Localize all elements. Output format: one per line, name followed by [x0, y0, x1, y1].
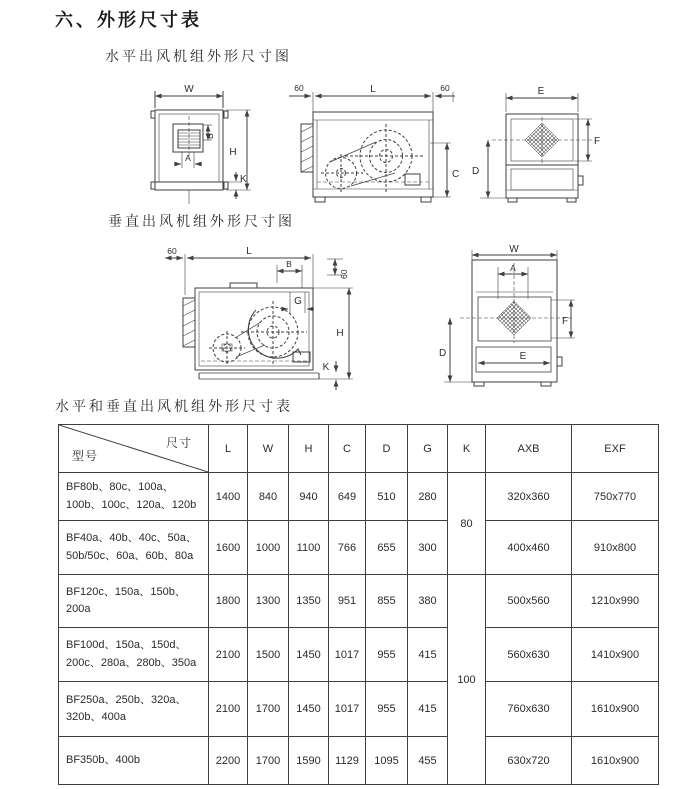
table-row: [59, 473, 659, 521]
inlet-flange-hatch: [183, 298, 195, 347]
h-cell: 1450: [289, 682, 329, 737]
inlet-opening: [173, 124, 203, 152]
dim-label-60-right: 60: [440, 83, 450, 93]
dim-label-k: K: [322, 362, 330, 373]
column-header-w: W: [248, 425, 289, 473]
dim-label-h: H: [229, 147, 237, 158]
page-title: 六、外形尺寸表: [55, 10, 202, 30]
h-cell: 1350: [289, 575, 329, 628]
inlet-flange-hatch: [301, 124, 313, 172]
horizontal-side-view-drawing: [283, 80, 463, 210]
motor-pulley: [209, 331, 245, 365]
table-corner-cell: [59, 425, 209, 473]
dim-label-d: D: [439, 348, 447, 359]
c-cell: 1129: [329, 737, 366, 785]
w-cell: 1300: [248, 575, 289, 628]
column-header-k: K: [448, 425, 486, 473]
table-row: [59, 628, 659, 682]
axb-cell: 400x460: [486, 521, 572, 575]
table-row: [59, 575, 659, 628]
table-header-row: [59, 425, 659, 473]
table-row: [59, 521, 659, 575]
h-cell: 1100: [289, 521, 329, 575]
l-cell: 2200: [209, 737, 248, 785]
dimension-table: [58, 424, 659, 785]
k-merged-cell: 100: [448, 575, 486, 785]
vertical-section-title: 垂直出风机组外形尺寸图: [108, 213, 295, 229]
h-cell: 940: [289, 473, 329, 521]
w-cell: 1700: [248, 682, 289, 737]
exf-cell: 1610x900: [572, 737, 659, 785]
dim-label-e: E: [519, 351, 527, 362]
w-cell: 840: [248, 473, 289, 521]
table-title: 水平和垂直出风机组外形尺寸表: [55, 398, 293, 414]
axb-cell: 320x360: [486, 473, 572, 521]
dim-label-k: K: [240, 174, 247, 185]
vertical-side-view-drawing: [115, 243, 365, 393]
horizontal-section-title: 水平出风机组外形尺寸图: [105, 48, 292, 64]
column-header-h: H: [289, 425, 329, 473]
d-cell: 1095: [366, 737, 408, 785]
l-cell: 2100: [209, 682, 248, 737]
dim-label-d: D: [472, 166, 480, 177]
exf-cell: 1410x900: [572, 628, 659, 682]
column-header-axb: AXB: [486, 425, 572, 473]
g-cell: 300: [408, 521, 448, 575]
d-cell: 655: [366, 521, 408, 575]
dim-label-b: B: [286, 259, 292, 269]
model-cell: BF250a、250b、320a、320b、400a: [59, 682, 209, 737]
k-merged-cell: 80: [448, 473, 486, 575]
c-cell: 951: [329, 575, 366, 628]
exf-cell: 910x800: [572, 521, 659, 575]
corner-label-size: 尺寸: [165, 436, 192, 450]
w-cell: 1500: [248, 628, 289, 682]
model-cell: BF100d、150a、150d、200c、280a、280b、350a: [59, 628, 209, 682]
column-header-g: G: [408, 425, 448, 473]
table-row: [59, 737, 659, 785]
dim-label-f: F: [594, 136, 601, 147]
dim-label-b: B: [205, 133, 215, 139]
vertical-front-view-drawing: [438, 243, 598, 393]
d-cell: 955: [366, 682, 408, 737]
column-header-d: D: [366, 425, 408, 473]
g-cell: 380: [408, 575, 448, 628]
dim-label-60-left: 60: [294, 83, 304, 93]
table-row: [59, 682, 659, 737]
dim-label-w: W: [184, 84, 194, 95]
g-cell: 280: [408, 473, 448, 521]
dim-label-w: W: [509, 244, 519, 255]
h-cell: 1590: [289, 737, 329, 785]
dim-label-60-top: 60: [339, 269, 349, 279]
l-cell: 1800: [209, 575, 248, 628]
c-cell: 766: [329, 521, 366, 575]
d-cell: 955: [366, 628, 408, 682]
horizontal-end-view-drawing: [468, 80, 618, 210]
dim-label-g: G: [294, 296, 302, 307]
l-cell: 1400: [209, 473, 248, 521]
corner-label-model: 型号: [72, 449, 99, 463]
motor-pulley: [321, 154, 363, 192]
axb-cell: 760x630: [486, 682, 572, 737]
dim-label-f: F: [561, 316, 569, 327]
g-cell: 415: [408, 628, 448, 682]
h-cell: 1450: [289, 628, 329, 682]
c-cell: 1017: [329, 628, 366, 682]
exf-cell: 1210x990: [572, 575, 659, 628]
dim-label-c: C: [452, 169, 460, 180]
dim-label-h: H: [336, 328, 344, 339]
dim-label-a: A: [185, 153, 191, 163]
dim-label-l: L: [370, 84, 376, 95]
g-cell: 415: [408, 682, 448, 737]
dim-label-e: E: [537, 86, 545, 97]
g-cell: 455: [408, 737, 448, 785]
exf-cell: 1610x900: [572, 682, 659, 737]
l-cell: 1600: [209, 521, 248, 575]
model-cell: BF350b、400b: [59, 737, 209, 785]
dim-label-l: L: [246, 246, 252, 257]
w-cell: 1000: [248, 521, 289, 575]
axb-cell: 500x560: [486, 575, 572, 628]
exf-cell: 750x770: [572, 473, 659, 521]
column-header-exf: EXF: [572, 425, 659, 473]
model-cell: BF80b、80c、100a、100b、100c、120a、120b: [59, 473, 209, 521]
l-cell: 2100: [209, 628, 248, 682]
d-cell: 510: [366, 473, 408, 521]
c-cell: 1017: [329, 682, 366, 737]
model-cell: BF120c、150a、150b、200a: [59, 575, 209, 628]
axb-cell: 560x630: [486, 628, 572, 682]
c-cell: 649: [329, 473, 366, 521]
column-header-l: L: [209, 425, 248, 473]
axb-cell: 630x720: [486, 737, 572, 785]
dim-label-60-left: 60: [167, 246, 177, 256]
dim-label-a: A: [510, 263, 516, 273]
horizontal-front-view-drawing: [140, 80, 260, 212]
fan-wheel: [241, 301, 307, 365]
column-header-c: C: [329, 425, 366, 473]
model-cell: BF40a、40b、40c、50a、50b/50c、60a、60b、80a: [59, 521, 209, 575]
w-cell: 1700: [248, 737, 289, 785]
d-cell: 855: [366, 575, 408, 628]
